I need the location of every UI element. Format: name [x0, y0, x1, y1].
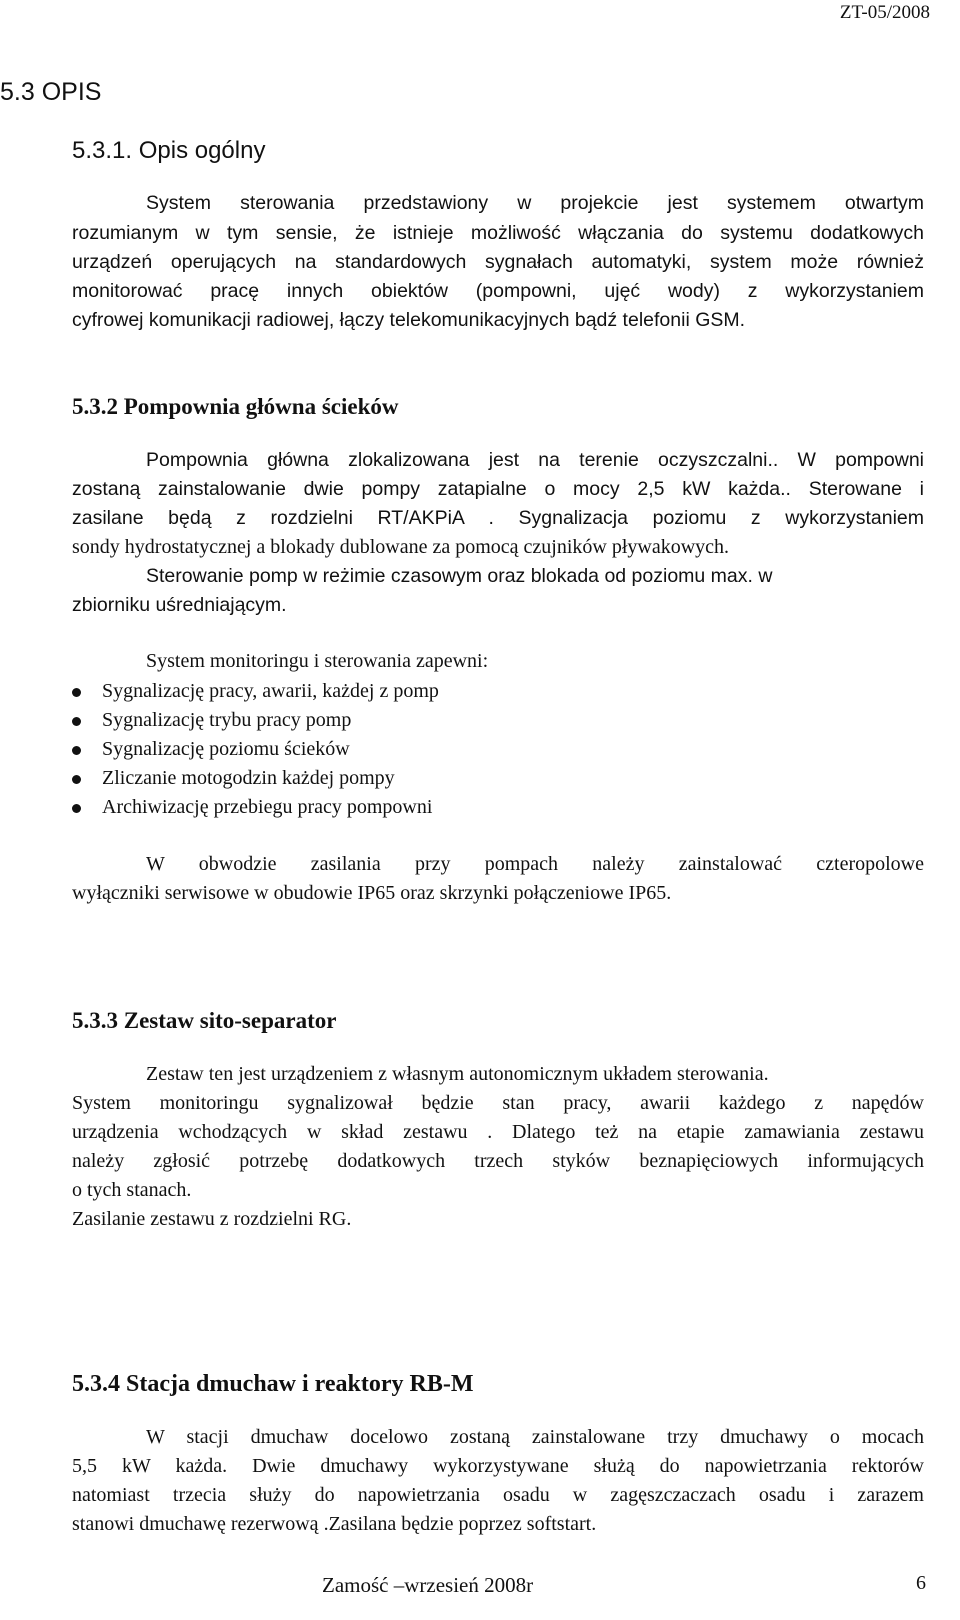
paragraph-line: System sterowania przedstawiony w projekcie jest systemem otwartym: [146, 192, 924, 214]
paragraph-line: rozumianym w tym sensie, że istnieje możliwość włączania do systemu dodatkowych: [72, 222, 924, 244]
page-number: 6: [916, 1572, 926, 1594]
section-heading-5-3-1: 5.3.1. Opis ogólny: [72, 137, 266, 164]
list-item-text: Archiwizację przebiegu pracy pompowni: [102, 796, 433, 818]
footer-text: Zamość –wrzesień 2008r: [322, 1573, 534, 1597]
bullet-icon: [70, 715, 82, 727]
list-item-text: Sygnalizację trybu pracy pomp: [102, 709, 352, 731]
list-item-text: Sygnalizację pracy, awarii, każdej z pomp: [102, 680, 439, 702]
section-heading-5-3-4: 5.3.4 Stacja dmuchaw i reaktory RB-M: [72, 1371, 474, 1397]
list-item-text: Zliczanie motogodzin każdej pompy: [102, 767, 395, 789]
paragraph-line: Zasilanie zestawu z rozdzielni RG.: [72, 1208, 352, 1230]
bullet-icon: [70, 744, 82, 756]
paragraph-line: Pompownia główna zlokalizowana jest na terenie oczyszczalni.. W pompowni: [146, 449, 924, 471]
paragraph-line: zasilane będą z rozdzielni RT/AKPiA . Sygnalizacja poziomu z wykorzystaniem: [72, 507, 924, 529]
paragraph-line: Zestaw ten jest urządzeniem z własnym autonomicznym układem sterowania.: [146, 1063, 769, 1085]
document-id: ZT-05/2008: [839, 2, 930, 23]
paragraph-line: wyłączniki serwisowe w obudowie IP65 oraz skrzynki połączeniowe IP65.: [72, 882, 672, 904]
paragraph-line: 5,5 kW każda. Dwie dmuchawy wykorzystywane służą do napowietrzania rektorów: [72, 1455, 924, 1477]
paragraph-line: cyfrowej komunikacji radiowej, łączy telekomunikacyjnych bądź telefonii GSM.: [72, 309, 746, 331]
paragraph-line: należy zgłosić potrzebę dodatkowych trzech styków beznapięciowych informujących: [72, 1150, 924, 1172]
paragraph-line: urządzenia wchodzących w skład zestawu . Dlatego też na etapie zamawiania zestawu: [72, 1121, 924, 1143]
paragraph-line: monitorować pracę innych obiektów (pompowni, ujęć wody) z wykorzystaniem: [72, 280, 924, 302]
paragraph-line: W stacji dmuchaw docelowo zostaną zainstalowane trzy dmuchawy o mocach: [146, 1426, 924, 1448]
paragraph-line: sondy hydrostatycznej a blokady dublowane za pomocą czujników pływakowych.: [72, 536, 730, 558]
section-heading-5-3-2: 5.3.2 Pompownia główna ścieków: [72, 394, 399, 419]
section-heading-5-3-3: 5.3.3 Zestaw sito-separator: [72, 1008, 337, 1033]
section-heading-5-3: 5.3 OPIS: [0, 78, 102, 106]
list-intro: System monitoringu i sterowania zapewni:: [146, 650, 489, 672]
bullet-icon: [70, 773, 82, 785]
bullet-icon: [70, 686, 82, 698]
paragraph-line: W obwodzie zasilania przy pompach należy zainstalować czteropolowe: [146, 853, 924, 875]
paragraph-line: o tych stanach.: [72, 1179, 192, 1201]
list-item-text: Sygnalizację poziomu ścieków: [102, 738, 350, 760]
paragraph-line: System monitoringu sygnalizował będzie stan pracy, awarii każdego z napędów: [72, 1092, 924, 1114]
bullet-icon: [70, 802, 82, 814]
paragraph-line: Sterowanie pomp w reżimie czasowym oraz blokada od poziomu max. w: [146, 565, 773, 587]
paragraph-line: zostaną zainstalowanie dwie pompy zatapialne o mocy 2,5 kW każda.. Sterowane i: [72, 478, 924, 500]
paragraph-line: natomiast trzecia służy do napowietrzania osadu w zagęszczaczach osadu i zarazem: [72, 1484, 924, 1506]
paragraph-line: urządzeń operujących na standardowych sygnałach automatyki, system może również: [72, 251, 924, 273]
paragraph-line: zbiorniku uśredniającym.: [72, 594, 287, 616]
paragraph-line: stanowi dmuchawę rezerwową .Zasilana będzie poprzez softstart.: [72, 1513, 597, 1535]
